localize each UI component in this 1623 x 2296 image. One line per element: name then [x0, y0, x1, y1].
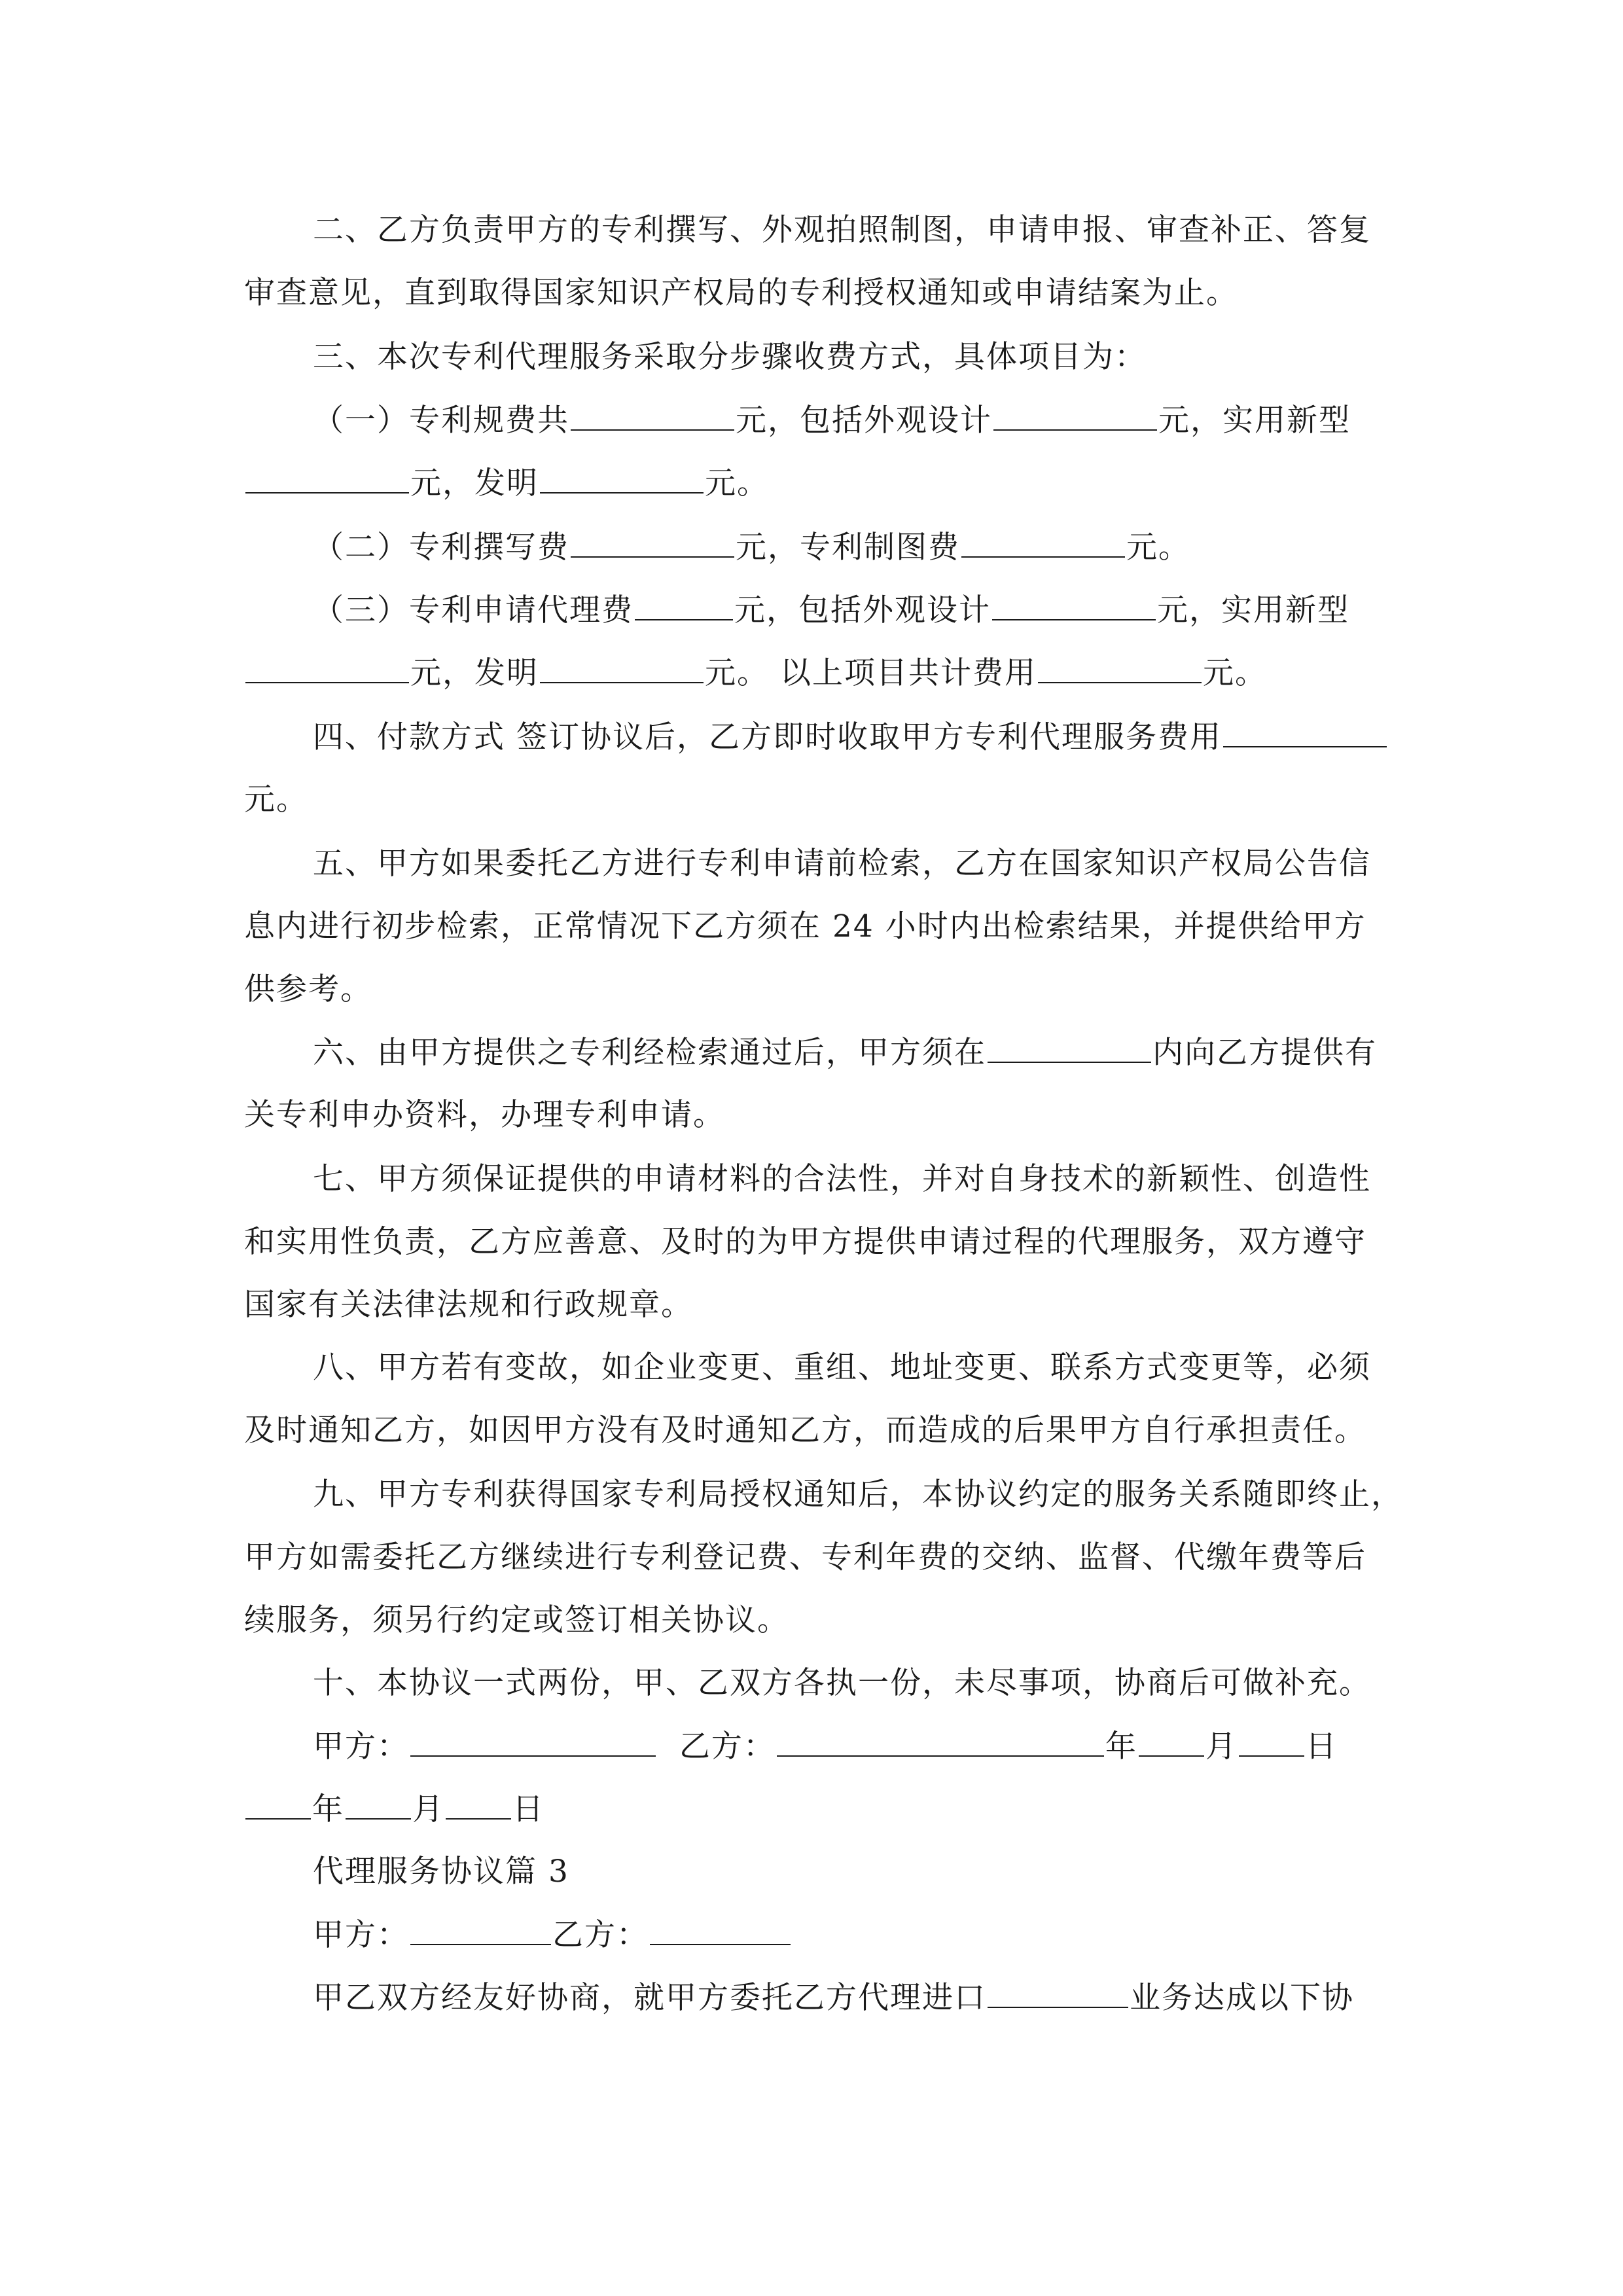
next-agreement-title: [313, 1852, 569, 1892]
fill-blank[interactable]: [992, 590, 1156, 620]
text: 业务达成以下协: [1130, 1980, 1354, 2016]
text: 内向乙方提供有: [1152, 1035, 1377, 1071]
text: 六、由甲方提供之专利经检索通过后，甲方须在: [313, 1035, 986, 1071]
section5-line3: [244, 970, 372, 1009]
party-b-blank[interactable]: [777, 1727, 1104, 1757]
section3-item2: [313, 528, 1190, 567]
year-label: 年: [312, 1791, 344, 1827]
text: 三、本次专利代理服务采取分步骤收费方式，具体项目为：: [313, 339, 1147, 375]
section5-line1: [313, 844, 1371, 884]
fill-blank[interactable]: [540, 463, 704, 493]
fill-blank[interactable]: [540, 653, 704, 683]
month-blank[interactable]: [1139, 1727, 1204, 1757]
fill-blank[interactable]: [993, 401, 1157, 431]
party-b-label: 乙方：: [552, 1917, 649, 1953]
text: 元，实用新型: [1157, 592, 1349, 628]
text: （一）专利规费共: [313, 403, 569, 439]
text: 元。 以上项目共计费用: [705, 655, 1037, 691]
day-blank[interactable]: [1239, 1727, 1304, 1757]
fill-blank[interactable]: [1223, 717, 1387, 747]
fill-blank[interactable]: [988, 1978, 1128, 2008]
text: 供参考。: [244, 971, 372, 1007]
day-label: 日: [512, 1791, 544, 1827]
next-intro-line: [313, 1978, 1354, 2018]
text: 九、甲方专利获得国家专利局授权通知后，本协议约定的服务关系随即终止，: [313, 1477, 1403, 1513]
text: 甲乙双方经友好协商，就甲方委托乙方代理进口: [313, 1980, 986, 2016]
section7-line3: [244, 1285, 693, 1325]
day-label: 日: [1305, 1729, 1338, 1765]
signature-line1: [313, 1727, 1338, 1767]
text: 元，发明: [410, 465, 539, 501]
section3-item1-line2: [244, 463, 769, 503]
text: 四、付款方式 签订协议后，乙方即时收取甲方专利代理服务费用: [313, 719, 1222, 755]
text: 元。: [1202, 655, 1267, 691]
text: 续服务，须另行约定或签订相关协议。: [244, 1602, 789, 1638]
text: 及时通知乙方，如因甲方没有及时通知乙方，而造成的后果甲方自行承担责任。: [244, 1412, 1366, 1448]
text: （三）专利申请代理费: [313, 592, 633, 628]
party-a-label: 甲方：: [313, 1917, 409, 1953]
text: 和实用性负责，乙方应善意、及时的为甲方提供申请过程的代理服务，双方遵守: [244, 1224, 1366, 1260]
party-b-label: 乙方：: [679, 1729, 776, 1765]
party-a-blank[interactable]: [410, 1727, 656, 1757]
section9-line2: [244, 1538, 1366, 1577]
section7-line2: [244, 1223, 1366, 1262]
section2-line1: [313, 211, 1371, 250]
section3-heading: [313, 338, 1147, 377]
text: 代理服务协议篇 3: [313, 1854, 569, 1890]
party-b-blank[interactable]: [650, 1915, 791, 1945]
month-blank[interactable]: [346, 1789, 411, 1820]
text: 元。: [705, 465, 769, 501]
next-parties-line: [313, 1915, 792, 1955]
fill-blank[interactable]: [571, 528, 734, 558]
section7-line1: [313, 1160, 1371, 1199]
text: 国家有关法律法规和行政规章。: [244, 1287, 693, 1323]
section8-line2: [244, 1411, 1366, 1450]
section10-line1: [313, 1664, 1371, 1703]
text: 元，实用新型: [1158, 403, 1351, 439]
text: 十、本协议一式两份，甲、乙双方各执一份，未尽事项，协商后可做补充。: [313, 1665, 1371, 1701]
section3-item3-line2: [244, 653, 1267, 693]
text: 元。: [244, 781, 308, 817]
month-label: 月: [412, 1791, 444, 1827]
day-blank[interactable]: [446, 1789, 511, 1820]
year-label: 年: [1105, 1729, 1137, 1765]
text: 八、甲方若有变故，如企业变更、重组、地址变更、联系方式变更等，必须: [313, 1350, 1371, 1386]
section2-line2: [244, 274, 1238, 313]
text: 元，包括外观设计: [734, 592, 991, 628]
text: （二）专利撰写费: [313, 529, 569, 565]
text: 二、乙方负责甲方的专利撰写、外观拍照制图，申请申报、审查补正、答复: [313, 212, 1371, 248]
section9-line3: [244, 1601, 789, 1640]
party-a-blank[interactable]: [410, 1915, 551, 1945]
party-a-label: 甲方：: [313, 1729, 409, 1765]
text: 甲方如需委托乙方继续进行专利登记费、专利年费的交纳、监督、代缴年费等后: [244, 1539, 1366, 1575]
section9-line1: [313, 1475, 1403, 1515]
fill-blank[interactable]: [988, 1033, 1151, 1063]
text: 元，发明: [410, 655, 539, 691]
fill-blank[interactable]: [245, 653, 409, 683]
section4-line2: [244, 780, 308, 819]
section8-line1: [313, 1348, 1371, 1388]
text: 元。: [1126, 529, 1190, 565]
text: 元，专利制图费: [736, 529, 960, 565]
fill-blank[interactable]: [635, 590, 733, 620]
text: 元，包括外观设计: [736, 403, 992, 439]
section6-line2: [244, 1096, 725, 1135]
section4-line1: [313, 717, 1388, 757]
section3-item1-line1: [313, 401, 1351, 440]
section6-line1: [313, 1033, 1377, 1073]
year-blank[interactable]: [245, 1789, 311, 1820]
text: 关专利申办资料，办理专利申请。: [244, 1097, 725, 1133]
text: 审查意见，直到取得国家知识产权局的专利授权通知或申请结案为止。: [244, 275, 1238, 311]
fill-blank[interactable]: [245, 463, 409, 493]
month-label: 月: [1205, 1729, 1238, 1765]
fill-blank[interactable]: [1038, 653, 1202, 683]
signature-line2: [244, 1789, 544, 1829]
text: 息内进行初步检索，正常情况下乙方须在 24 小时内出检索结果，并提供给甲方: [244, 908, 1366, 944]
section5-line2: [244, 907, 1366, 946]
fill-blank[interactable]: [571, 401, 734, 431]
text: 五、甲方如果委托乙方进行专利申请前检索，乙方在国家知识产权局公告信: [313, 846, 1371, 882]
section3-item3-line1: [313, 590, 1349, 630]
text: 七、甲方须保证提供的申请材料的合法性，并对自身技术的新颖性、创造性: [313, 1161, 1371, 1197]
fill-blank[interactable]: [961, 528, 1125, 558]
